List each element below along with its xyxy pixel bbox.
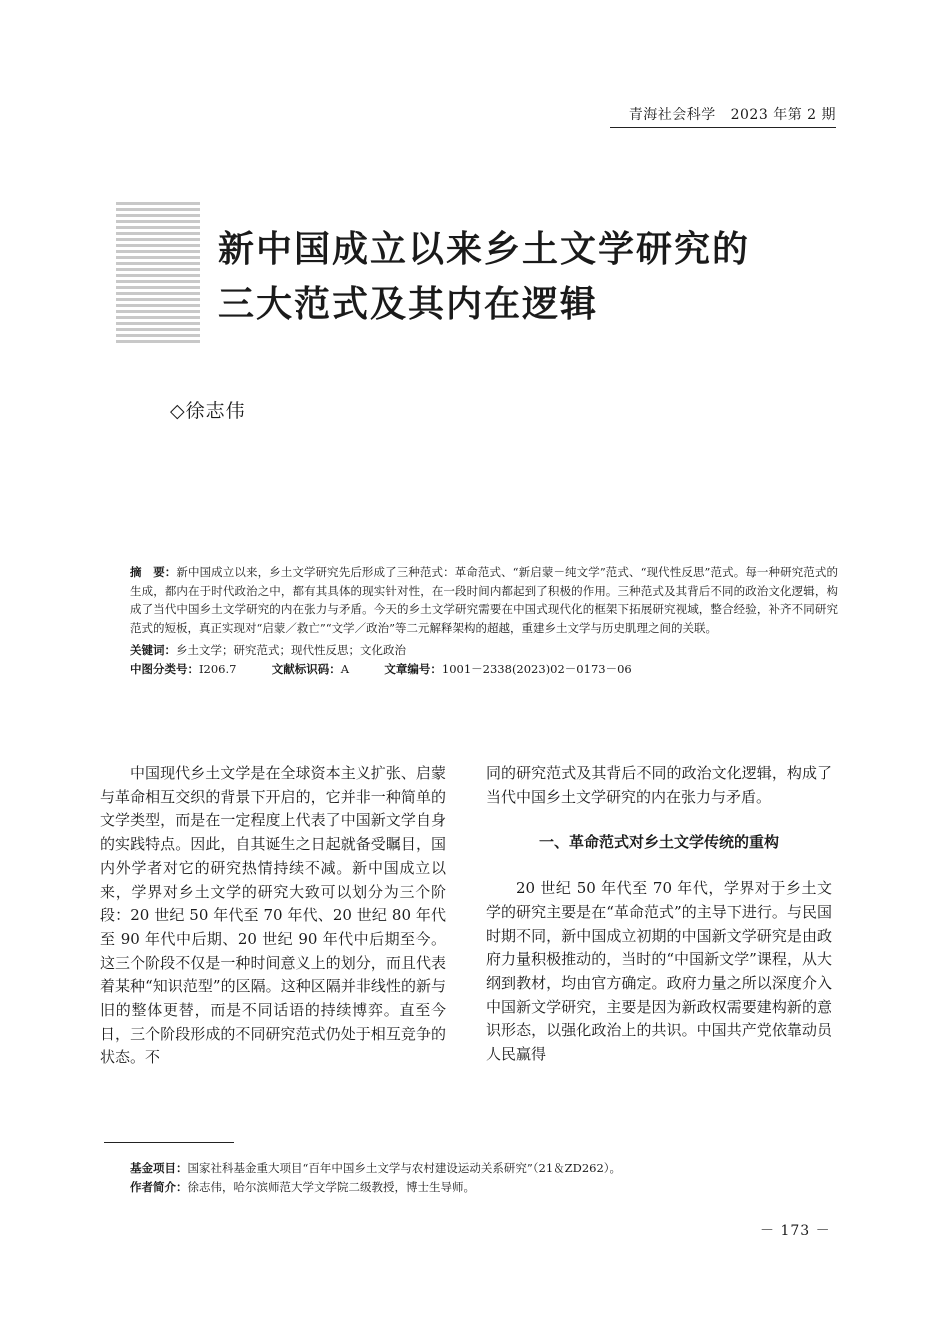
keywords-label: 关键词：	[130, 643, 176, 658]
article-title	[218, 222, 858, 332]
body-paragraph: 中国现代乡土文学是在全球资本主义扩张、启蒙与革命相互交织的背景下开启的，它并非一种简单的文学类型，而是在一定程度上代表了中国新文学自身的实践特点。因此，自其诞生之日起就备受瞩目，国内外学者对它的研究热情持续不减。新中国成立以来，学界对乡土文学的研究大致可以划分为三个阶段：20 世纪 50 年代至 70 年代、20 世纪 80 年代至 90 年代中后期、20 世纪 90 年代中后期至今。这三个阶段不仅是一种时间意义上的划分，而且代表着某种“知识范型”的区隔。这种区隔并非线性的新与旧的整体更替，而是不同话语的持续博弈。直至今日，三个阶段形成的不同研究范式仍处于相互竞争的状态。不	[100, 764, 446, 1067]
abstract	[130, 563, 838, 637]
footnote-divider	[104, 1142, 234, 1143]
author-bio	[130, 1178, 830, 1197]
left-column	[100, 762, 446, 1070]
journal-name: 青海社会科学	[628, 107, 716, 123]
classification-line	[130, 660, 838, 679]
page-number: － 173 －	[760, 1223, 831, 1239]
keywords	[130, 641, 838, 660]
clc-label: 中图分类号：	[130, 661, 199, 676]
doc-code-label: 文献标识码：	[271, 661, 341, 676]
abstract-label: 摘 要：	[130, 565, 177, 579]
abstract-text: 新中国成立以来，乡土文学研究先后形成了三种范式：革命范式、“新启蒙－纯文学”范式、“现代性反思”范式。每一种研究范式的生成，都内在于时代政治之中，都有其具体的现实针对性，在一段时间内都起到了积极的作用。三种范式及其背后不同的政治文化逻辑，构成了当代中国乡土文学研究的内在张力与矛盾。今天的乡土文学研究需要在中国式现代化的框架下拓展研究视域，整合经验，补齐不同研究范式的短板，真正实现对“启蒙／救亡”“文学／政治”等二元解释架构的超越，重建乡土文学与历史肌理之间的关联。	[130, 565, 838, 635]
author-bio-text: 徐志伟，哈尔滨师范大学文学院二级教授，博士生导师。	[187, 1180, 475, 1194]
body-paragraph: 20 世纪 50 年代至 70 年代，学界对于乡土文学的研究主要是在“革命范式”的主导下进行。与民国时期不同，新中国成立初期的中国新文学研究是由政府力量积极推动的，当时的“中国新文学”课程，从大纲到教材，均由官方确定。政府力量之所以深度介入中国新文学研究，主要是因为新政权需要建构新的意识形态，以强化政治上的共识。中国共产党依靠动员人民赢得	[486, 879, 832, 1064]
running-header	[610, 104, 836, 128]
title-line-1: 新中国成立以来乡土文学研究的	[218, 228, 751, 270]
article-number-value: 1001－2338(2023)02－0173－06	[441, 661, 632, 676]
right-column	[486, 762, 832, 1067]
abstract-block	[130, 563, 838, 679]
title-line-2: 三大范式及其内在逻辑	[218, 283, 599, 325]
article-number-label: 文章编号：	[384, 661, 442, 676]
author-bio-label: 作者简介：	[130, 1180, 188, 1194]
doc-code-value: A	[340, 661, 350, 676]
title-decoration	[116, 202, 200, 350]
section-heading: 一、革命范式对乡土文学传统的重构	[538, 833, 779, 852]
body-paragraph-continued: 同的研究范式及其背后不同的政治文化逻辑，构成了当代中国乡土文学研究的内在张力与矛盾。	[486, 764, 832, 806]
clc-value: I206.7	[199, 661, 237, 676]
issue-number: 2023 年第 2 期	[730, 107, 836, 123]
fund-note	[130, 1159, 830, 1178]
fund-label: 基金项目：	[130, 1161, 188, 1175]
footnotes	[130, 1159, 830, 1197]
fund-text: 国家社科基金重大项目“百年中国乡土文学与农村建设运动关系研究”（21＆ZD262）。	[187, 1161, 622, 1175]
keywords-text: 乡土文学；研究范式；现代性反思；文化政治	[176, 643, 406, 658]
author-name: ◇徐志伟	[170, 400, 246, 422]
